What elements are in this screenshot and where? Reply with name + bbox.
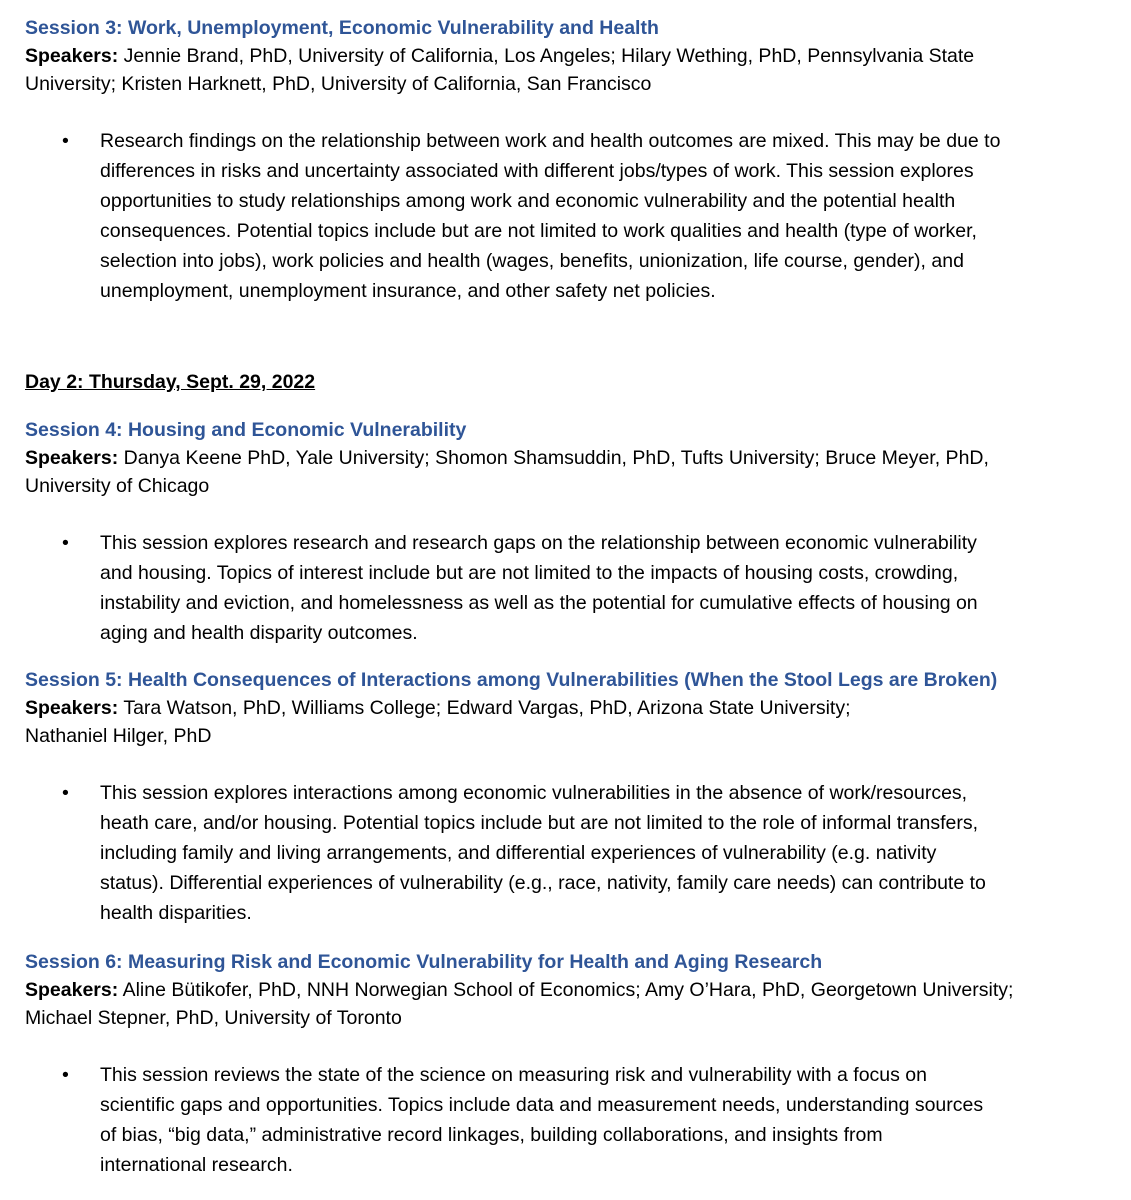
description-line: consequences. Potential topics include but are not limited to work qualities and health (type of worker,: [100, 220, 977, 242]
description-line: Research findings on the relationship between work and health outcomes are mixed. This may be due to: [100, 130, 1001, 152]
description-line: unemployment, unemployment insurance, and other safety net policies.: [100, 280, 716, 302]
description-line: health disparities.: [100, 902, 252, 924]
speakers-names-continued: University of Chicago: [25, 475, 210, 497]
session-title: Session 6: Measuring Risk and Economic Vulnerability for Health and Aging Research: [25, 951, 823, 973]
speakers-line: [25, 976, 1115, 1032]
session-title: Session 4: Housing and Economic Vulnerability: [25, 419, 467, 441]
description-line: instability and eviction, and homelessness as well as the potential for cumulative effects of housing on: [100, 592, 978, 614]
speakers-line: [25, 42, 1115, 98]
description-line: aging and health disparity outcomes.: [100, 622, 418, 644]
speakers-label: Speakers:: [25, 979, 119, 1001]
speakers-names: Tara Watson, PhD, Williams College; Edward Vargas, PhD, Arizona State University;: [123, 697, 851, 719]
description-line: This session reviews the state of the science on measuring risk and vulnerability with a focus on: [100, 1064, 927, 1086]
bullet-icon: •: [62, 130, 69, 152]
session-description: [25, 1060, 1115, 1180]
speakers-names-continued: University; Kristen Harknett, PhD, University of California, San Francisco: [25, 73, 652, 95]
bullet-icon: •: [62, 532, 69, 554]
description-line: This session explores interactions among economic vulnerabilities in the absence of work/resources,: [100, 782, 968, 804]
description-line: differences in risks and uncertainty associated with different jobs/types of work. This session explores: [100, 160, 974, 182]
description-line: international research.: [100, 1154, 293, 1176]
bullet-icon: •: [62, 1064, 69, 1086]
session-title: Session 3: Work, Unemployment, Economic Vulnerability and Health: [25, 17, 659, 39]
description-line: selection into jobs), work policies and health (wages, benefits, unionization, life course, gender), and: [100, 250, 964, 272]
speakers-label: Speakers:: [25, 697, 119, 719]
description-line: This session explores research and research gaps on the relationship between economic vulnerability: [100, 532, 977, 554]
speakers-names-continued: Michael Stepner, PhD, University of Toronto: [25, 1007, 402, 1029]
session-4: [25, 416, 1115, 648]
session-title: Session 5: Health Consequences of Interactions among Vulnerabilities (When the Stool Legs are Broken): [25, 669, 998, 691]
session-description: [25, 778, 1115, 928]
description-line: status). Differential experiences of vulnerability (e.g., race, nativity, family care needs) can contribute to: [100, 872, 986, 894]
speakers-names: Aline Bütikofer, PhD, NNH Norwegian School of Economics; Amy O’Hara, PhD, Georgetown University;: [122, 979, 1014, 1001]
speakers-names: Danya Keene PhD, Yale University; Shomon Shamsuddin, PhD, Tufts University; Bruce Meyer, PhD,: [123, 447, 989, 469]
speakers-label: Speakers:: [25, 447, 119, 469]
session-6: [25, 948, 1115, 1180]
speakers-names: Jennie Brand, PhD, University of California, Los Angeles; Hilary Wething, PhD, Pennsylvania State: [123, 45, 975, 67]
description-line: of bias, “big data,” administrative record linkages, building collaborations, and insights from: [100, 1124, 883, 1146]
description-line: and housing. Topics of interest include but are not limited to the impacts of housing costs, crowding,: [100, 562, 959, 584]
speakers-line: [25, 444, 1115, 500]
speakers-names-continued: Nathaniel Hilger, PhD: [25, 725, 212, 747]
description-line: scientific gaps and opportunities. Topics include data and measurement needs, understanding sources: [100, 1094, 984, 1116]
description-line: heath care, and/or housing. Potential topics include but are not limited to the role of informal transfers,: [100, 812, 978, 834]
session-description: [25, 528, 1115, 648]
description-line: opportunities to study relationships among work and economic vulnerability and the potential health: [100, 190, 956, 212]
day-heading: Day 2: Thursday, Sept. 29, 2022: [25, 371, 316, 393]
session-description: [25, 126, 1115, 306]
bullet-icon: •: [62, 782, 69, 804]
session-5: [25, 666, 1115, 928]
speakers-line: [25, 694, 1115, 750]
speakers-label: Speakers:: [25, 45, 119, 67]
session-3: [25, 14, 1115, 306]
document-page: [25, 14, 1115, 1180]
description-line: including family and living arrangements, and differential experiences of vulnerability (e.g. nativity: [100, 842, 937, 864]
